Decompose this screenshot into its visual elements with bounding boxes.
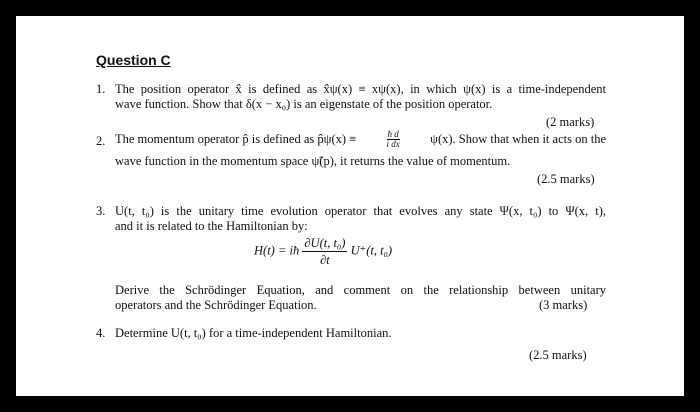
question-4-number: 4. xyxy=(96,326,106,340)
equation-denominator: ∂t xyxy=(320,253,330,267)
question-3-line-2: and it is related to the Hamiltonian by: xyxy=(115,219,308,233)
equation-numerator: ∂U(t, t₀) xyxy=(304,236,346,250)
document-page xyxy=(16,16,684,396)
question-2-line-2: wave function in the momentum space ψ̃(p), it returns the value of momentum. xyxy=(115,154,511,168)
question-3-line-4: operators and the Schrödinger Equation. xyxy=(115,298,317,312)
equation-lhs: H(t) = iħ xyxy=(254,243,300,258)
question-4 xyxy=(96,326,606,366)
question-1-number: 1. xyxy=(96,82,106,96)
hamiltonian-equation xyxy=(254,235,392,268)
question-3 xyxy=(96,204,606,314)
question-1-line-2: wave function. Show that δ(x − x₀) is an eigenstate of the position operator. xyxy=(115,97,493,111)
question-4-line-1: Determine U(t, t₀) for a time-independent Hamiltonian. xyxy=(115,326,392,340)
question-2-marks: (2.5 marks) xyxy=(537,172,595,186)
question-3-line-3: Derive the Schrödinger Equation, and comment on the relationship between unitary xyxy=(115,283,606,297)
question-1-line-1: The position operator x̂ is defined as x̂ψ(x) ≡ xψ(x), in which ψ(x) is a time-independent xyxy=(115,82,606,96)
equation-fraction xyxy=(302,235,347,268)
question-2-number: 2. xyxy=(96,134,106,148)
question-2-line-1-suffix: ψ(x). Show that when it acts on the xyxy=(430,132,606,146)
question-3-line-1: U(t, t₀) is the unitary time evolution operator that evolves any state Ψ(x, t₀) to Ψ(x, t), xyxy=(115,204,606,218)
fraction-numerator: ħ d xyxy=(387,129,399,139)
question-2 xyxy=(96,130,606,186)
question-3-marks: (3 marks) xyxy=(539,298,588,312)
question-3-number: 3. xyxy=(96,204,106,218)
question-2-line-1 xyxy=(115,130,606,149)
fraction-denominator: i dx xyxy=(386,139,400,149)
question-4-marks: (2.5 marks) xyxy=(529,348,587,362)
question-1-marks: (2 marks) xyxy=(546,115,595,129)
question-1 xyxy=(96,82,606,128)
equation-rhs: U⁺(t, t₀) xyxy=(350,243,393,258)
question-heading: Question C xyxy=(96,52,171,68)
momentum-operator-fraction xyxy=(387,130,400,149)
question-2-line-1-prefix: The momentum operator p̂ is defined as p̂ψ(x) ≡ xyxy=(115,132,357,146)
